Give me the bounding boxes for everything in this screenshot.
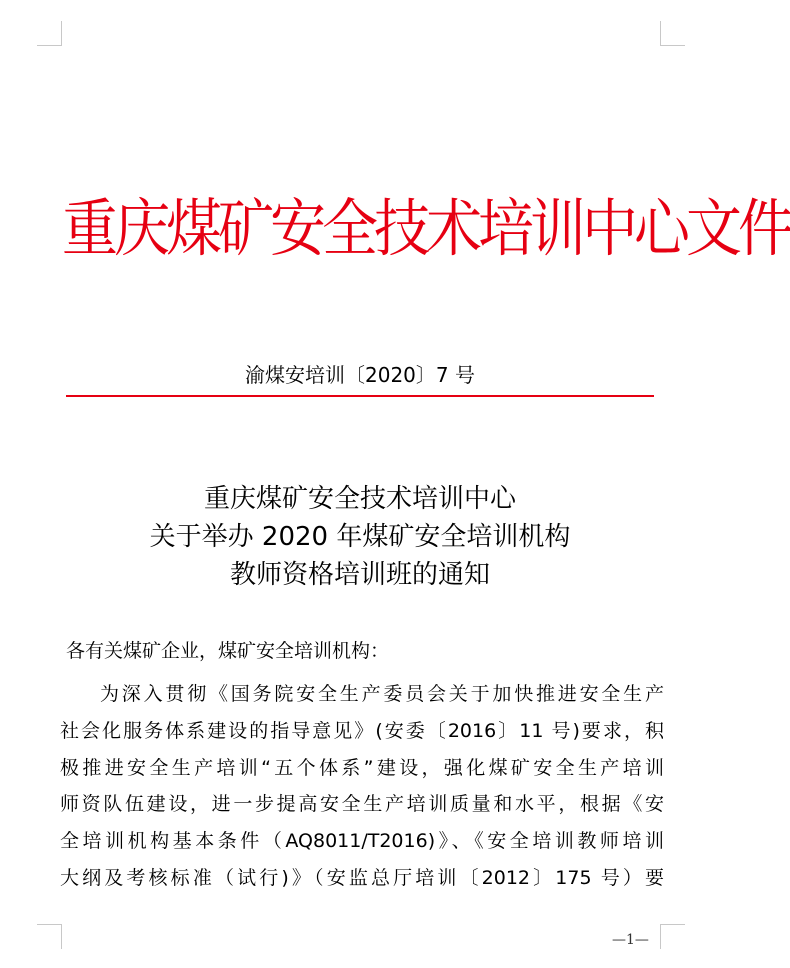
body-line-3: 极推进安全生产培训“五个体系”建设，强化煤矿安全生产培训: [60, 756, 664, 779]
body-paragraph: [60, 676, 664, 897]
body-line-5: 全培训机构基本条件（AQ8011/T2016)》、《安全培训教师培训: [60, 830, 664, 853]
red-masthead-title: 重庆煤矿安全技术培训中心文件: [62, 193, 790, 266]
title-line-2: 关于举办 2020 年煤矿安全培训机构: [149, 522, 571, 552]
crop-mark-top-right: [660, 21, 685, 46]
title-line-1: 重庆煤矿安全技术培训中心: [203, 484, 516, 514]
crop-mark-top-left: [37, 21, 62, 46]
body-line-1: 为深入贯彻《国务院安全生产委员会关于加快推进安全生产: [100, 683, 664, 705]
document-number: 渝煤安培训〔2020〕7 号: [245, 363, 475, 387]
notice-title: [62, 480, 658, 594]
crop-mark-bottom-right: [660, 924, 685, 949]
crop-mark-bottom-left: [37, 924, 62, 949]
body-line-2: 社会化服务体系建设的指导意见》(安委〔2016〕11 号)要求，积: [60, 719, 664, 742]
title-line-3: 教师资格培训班的通知: [229, 560, 490, 590]
page-number: —1—: [612, 932, 649, 948]
red-separator-line: [66, 395, 654, 397]
body-line-4: 师资队伍建设，进一步提高安全生产培训质量和水平，根据《安: [60, 793, 664, 816]
salutation: 各有关煤矿企业，煤矿安全培训机构：: [66, 640, 390, 662]
body-line-6: 大纲及考核标准（试行)》（安监总厅培训〔2012〕175 号）要: [60, 866, 664, 889]
